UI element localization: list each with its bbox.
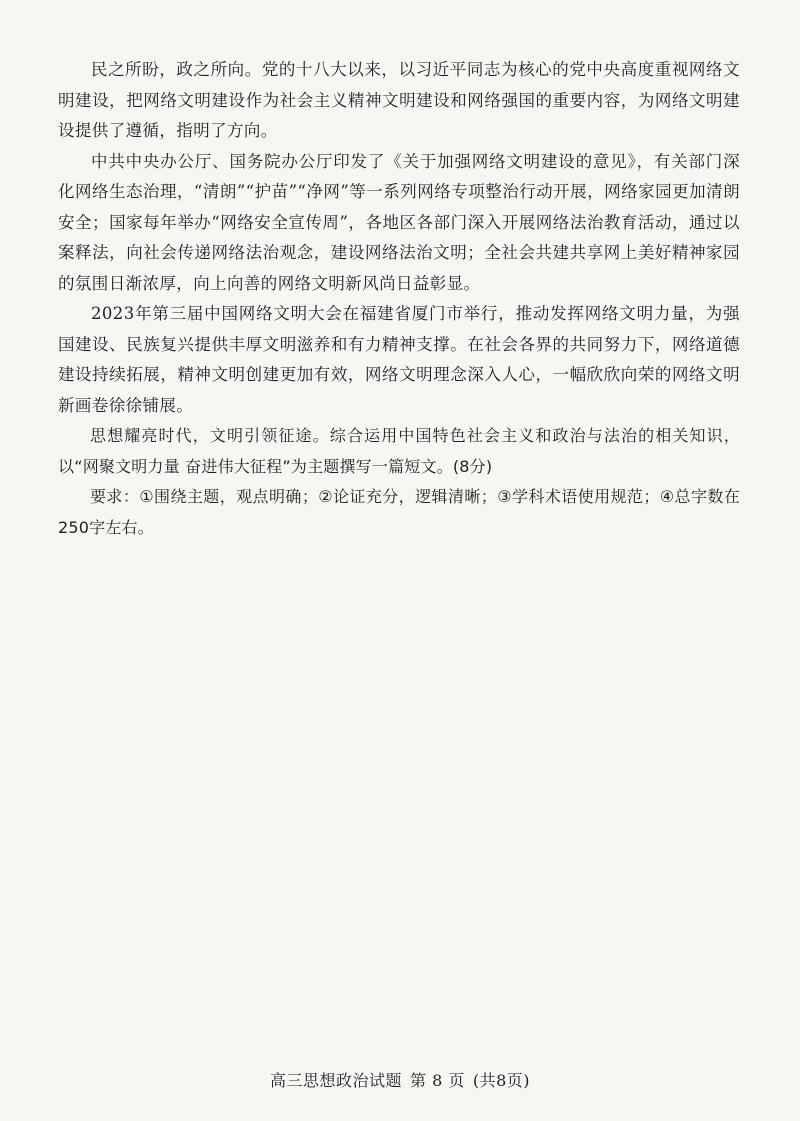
material-paragraph-2: 中共中央办公厅、国务院办公厅印发了《关于加强网络文明建设的意见》，有关部门深化网络生态治理，“清朗”“护苗”“净网”等一系列网络专项整治行动开展，网络家园更加清朗安全；国家每年举办“网络安全宣传周”，各地区各部门深入开展网络法治教育活动，通过以案释法，向社会传递网络法治观念，建设网络法治文明；全社会共建共享网上美好精神家园的氛围日渐浓厚，向上向善的网络文明新风尚日益彰显。 xyxy=(58,151,740,293)
total-pages: (共8页) xyxy=(472,1071,531,1090)
question-prompt: 思想耀亮时代，文明引领征途。综合运用中国特色社会主义和政治与法治的相关知识，以“网聚文明力量 奋进伟大征程”为主题撰写一篇短文。(8分) xyxy=(58,426,740,476)
page-number: 第 8 页 xyxy=(409,1071,465,1090)
page-footer xyxy=(0,1068,800,1091)
question-requirements: 要求：①围绕主题，观点明确；②论证充分，逻辑清晰；③学科术语使用规范；④总字数在250字左右。 xyxy=(58,487,740,537)
material-paragraph-1: 民之所盼，政之所向。党的十八大以来，以习近平同志为核心的党中央高度重视网络文明建设，把网络文明建设作为社会主义精神文明建设和网络强国的重要内容，为网络文明建设提供了遵循，指明了方向。 xyxy=(58,60,740,140)
page-body xyxy=(58,55,740,543)
material-paragraph-3: 2023年第三届中国网络文明大会在福建省厦门市举行，推动发挥网络文明力量，为强国建设、民族复兴提供丰厚文明滋养和有力精神支撑。在社会各界的共同努力下，网络道德建设持续拓展，精神文明创建更加有效，网络文明理念深入人心，一幅欣欣向荣的网络文明新画卷徐徐铺展。 xyxy=(58,304,740,415)
exam-title: 高三思想政治试题 xyxy=(269,1071,402,1090)
